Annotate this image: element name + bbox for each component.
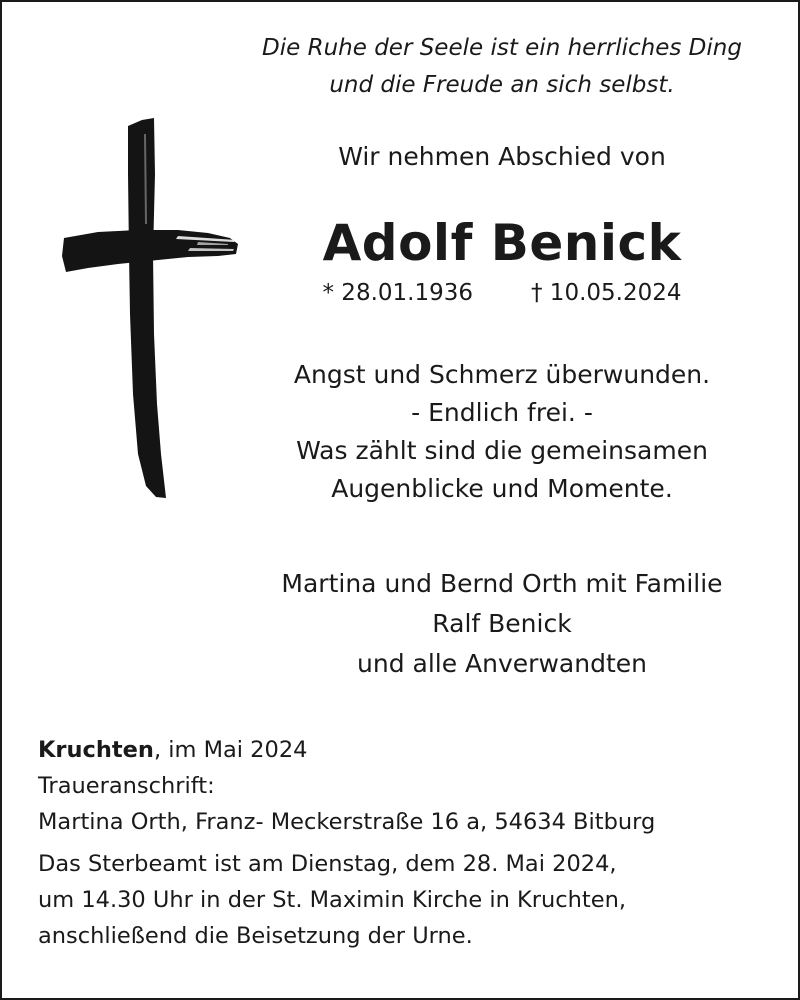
place-name: Kruchten	[38, 737, 154, 763]
service-line: um 14.30 Uhr in der St. Maximin Kirche in Kruchten,	[38, 887, 626, 913]
motto-line: Die Ruhe der Seele ist ein herrliches Ding	[262, 35, 742, 61]
place-date-text: , im Mai 2024	[153, 737, 308, 763]
motto-quote	[242, 30, 762, 104]
motto-line: und die Freude an sich selbst.	[329, 72, 675, 98]
notice-details	[38, 732, 778, 954]
service-line: Das Sterbeamt ist am Dienstag, dem 28. Mai 2024,	[38, 851, 617, 877]
mourner-line: Ralf Benick	[432, 609, 572, 638]
service-line: anschließend die Beisetzung der Urne.	[38, 923, 473, 949]
verse-line: Augenblicke und Momente.	[331, 474, 673, 503]
intro-text: Wir nehmen Abschied von	[338, 142, 666, 171]
mourner-line: Martina und Bernd Orth mit Familie	[281, 569, 723, 598]
verse-line: - Endlich frei. -	[411, 398, 593, 427]
address-label: Traueranschrift:	[38, 773, 215, 799]
verse-line: Was zählt sind die gemeinsamen	[296, 436, 708, 465]
mourning-address: Martina Orth, Franz- Meckerstraße 16 a, 54634 Bitburg	[38, 809, 656, 835]
life-dates	[252, 278, 752, 308]
verse	[252, 356, 752, 508]
mourner-line: und alle Anverwandten	[357, 649, 647, 678]
death-date: † 10.05.2024	[531, 280, 682, 306]
brush-cross-icon	[58, 114, 240, 498]
place-date	[38, 732, 778, 768]
verse-line: Angst und Schmerz überwunden.	[293, 360, 711, 389]
mourners	[252, 564, 752, 684]
birth-date: * 28.01.1936	[322, 280, 473, 306]
deceased-name: Adolf Benick	[322, 214, 682, 272]
